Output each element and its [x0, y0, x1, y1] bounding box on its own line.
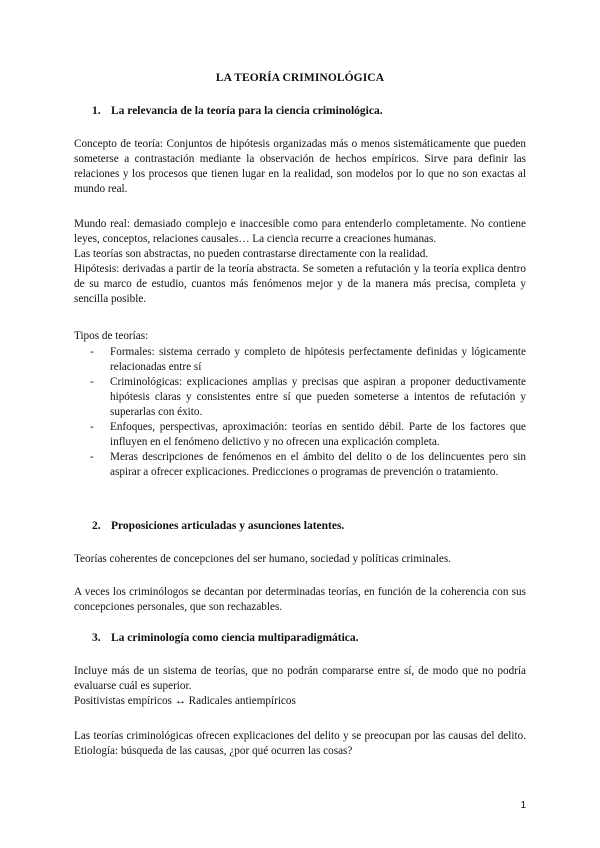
- paragraph-s3-2: Las teorías criminológicas ofrecen explicaciones del delito y se preocupan por las causas del delito. Etiología: búsqueda de las causas, ¿por qué ocurren las cosas?: [74, 730, 526, 757]
- section-number: 1.: [92, 105, 101, 117]
- list-item: - Criminológicas: explicaciones amplias y precisas que aspiran a proponer deductivamente hipótesis claras y consistentes entre sí que pueden someterse a intentos de refutación y superarlas con éxito.: [74, 375, 526, 420]
- paragraph-s2-1: Teorías coherentes de concepciones del ser humano, sociedad y políticas criminales.: [74, 553, 451, 565]
- tipos-label: Tipos de teorías:: [74, 330, 149, 342]
- paragraph-s2-2: A veces los criminólogos se decantan por determinadas teorías, en función de la coherencia con sus concepciones personales, que son rechazables.: [74, 586, 526, 613]
- text-hipotesis: Hipótesis: derivadas a partir de la teoría abstracta. Se someten a refutación y la teoría explica dentro de su marco de estudio, cuantos más fenómenos mejor y de la manera más precisa, completa y sencilla posible.: [74, 263, 526, 305]
- section-title: La relevancia de la teoría para la ciencia criminológica.: [111, 105, 383, 117]
- text-s3-incluye: Incluye más de un sistema de teorías, que no podrán compararse entre sí, de modo que no podría evaluarse cuál es superior.: [74, 665, 526, 692]
- tipos-list: [74, 345, 526, 480]
- list-item: - Enfoques, perspectivas, aproximación: teorías en sentido débil. Parte de los factores que influyen en el fenómeno delictivo y no ofrecen una explicación completa.: [74, 420, 526, 450]
- section-title: Proposiciones articuladas y asunciones latentes.: [111, 520, 345, 532]
- text-mundo-real: Mundo real: demasiado complejo e inaccesible como para entenderlo completamente. No contiene leyes, conceptos, relaciones causales… La ciencia recurre a creaciones humanas.: [74, 218, 526, 245]
- list-item: - Formales: sistema cerrado y completo de hipótesis perfectamente definidas y lógicamente relacionadas entre sí: [74, 345, 526, 375]
- text-s3-positivistas: Positivistas empíricos ↔ Radicales antiempíricos: [74, 695, 296, 707]
- paragraph-s3-1: [74, 664, 526, 709]
- section-number: 2.: [92, 520, 101, 532]
- section-number: 3.: [92, 632, 101, 644]
- list-item: - Meras descripciones de fenómenos en el ámbito del delito o de los delincuentes pero sin aspirar a ofrecer explicaciones. Predicciones o programas de prevención o tratamiento.: [74, 450, 526, 480]
- page-number: 1: [520, 800, 526, 811]
- section-title: La criminología como ciencia multiparadigmática.: [111, 632, 359, 644]
- paragraph-concepto: Concepto de teoría: Conjuntos de hipótesis organizadas más o menos sistemáticamente que pueden someterse a contrastación mediante la observación de hechos empíricos. Sirve para definir las relaciones y los procesos que tienen lugar en la realidad, son modelos por lo que no son exactas al mundo real.: [74, 138, 526, 195]
- document-title: LA TEORÍA CRIMINOLÓGICA: [215, 72, 385, 84]
- text-abstractas: Las teorías son abstractas, no pueden contrastarse directamente con la realidad.: [74, 248, 429, 260]
- paragraph-mundo-real: [74, 217, 526, 307]
